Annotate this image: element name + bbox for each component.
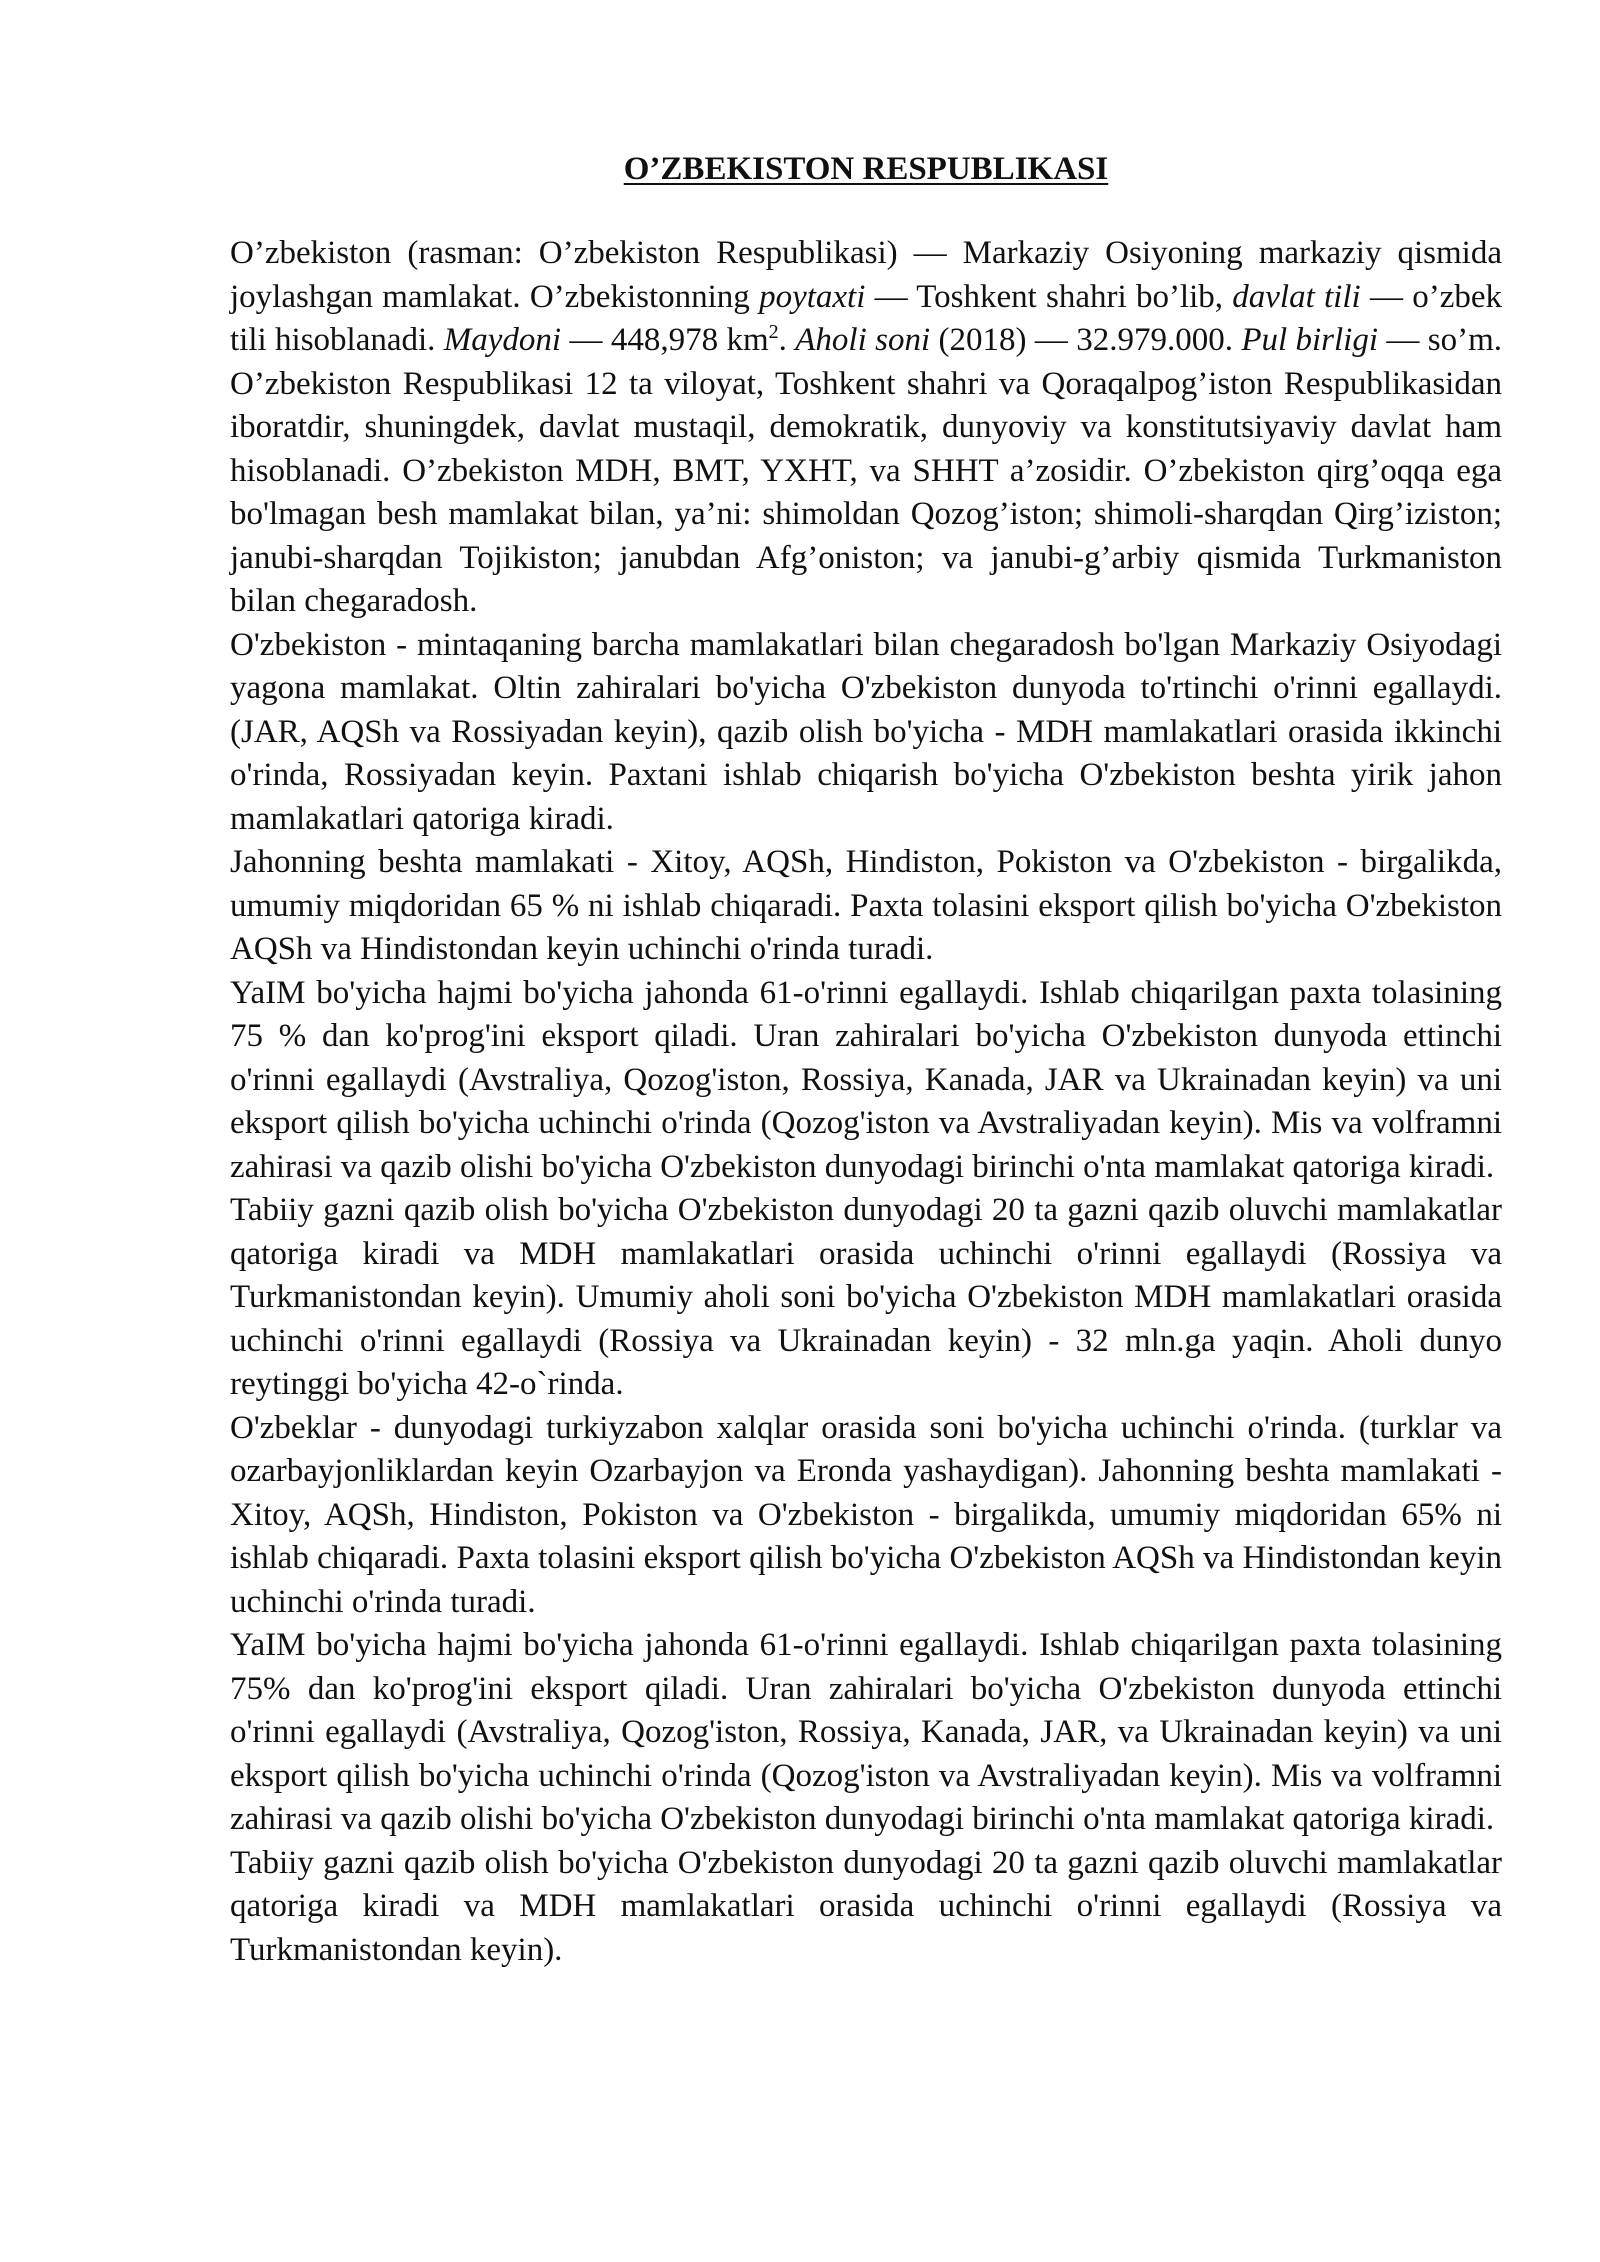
intro-text-3: — o’zbek tili hisoblanadi. bbox=[230, 278, 1502, 358]
term-pul-birligi: Pul birligi bbox=[1241, 322, 1379, 358]
paragraph-uzbeks: O'zbeklar - dunyodagi turkiyzabon xalqlar orasida soni bo'yicha uchinchi o'rinda. (turklar va ozarbayjonliklardan keyin Ozarbayjon va Eronda yashaydigan). Jahonning beshta mamlakati - Xitoy, AQSh, Hindiston, Pokiston va O'zbekiston - birgalikda, umumiy miqdoridan 65% ni ishlab chiqaradi. Paxta tolasini eksport qilish bo'yicha O'zbekiston AQSh va Hindistondan keyin uchinchi o'rinda turadi. bbox=[230, 1409, 1502, 1620]
intro-text-4: — 448,978 km bbox=[561, 322, 769, 358]
paragraph-gas: Tabiiy gazni qazib olish bo'yicha O'zbekiston dunyodagi 20 ta gazni qazib oluvchi mamlakatlar qatoriga kiradi va MDH mamlakatlari orasida uchinchi o'rinni egallaydi (Rossiya va Turkmanistondan keyin). Umumiy aholi soni bo'yicha O'zbekiston MDH mamlakatlari orasida uchinchi o'rinni egallaydi (Rossiya va Ukrainadan keyin) - 32 mln.ga yaqin. Aholi dunyo reytinggi bo'yicha 42-o`rinda. bbox=[230, 1192, 1502, 1402]
paragraph-gdp-repeat: YaIM bo'yicha hajmi bo'yicha jahonda 61-o'rinni egallaydi. Ishlab chiqarilgan paxta tolasining 75% dan ko'prog'ini eksport qiladi. Uran zahiralari bo'yicha O'zbekiston dunyoda ettinchi o'rinni egallaydi (Avstraliya, Qozog'iston, Rossiya, Kanada, JAR, va Ukrainadan keyin) va uni eksport qilish bo'yicha uchinchi o'rinda (Qozog'iston va Avstraliyadan keyin). Mis va volframni zahirasi va qazib olishi bo'yicha O'zbekiston dunyodagi birinchi o'nta mamlakat qatoriga kiradi. bbox=[230, 1627, 1502, 1837]
term-poytaxti: poytaxti bbox=[759, 278, 866, 315]
term-maydoni: Maydoni bbox=[443, 322, 562, 358]
intro-text-2: — Toshkent shahri bo’lib, bbox=[865, 278, 1233, 315]
document-title: O’ZBEKISTON RESPUBLIKASI bbox=[623, 151, 1109, 187]
intro-paragraph bbox=[230, 232, 1502, 624]
paragraph-borders: O'zbekiston - mintaqaning barcha mamlakatlari bilan chegaradosh bo'lgan Markaziy Osiyodagi yagona mamlakat. Oltin zahiralari bo'yicha O'zbekiston dunyoda to'rtinchi o'rinni egallaydi. (JAR, AQSh va Rossiyadan keyin), qazib olish bo'yicha - MDH mamlakatlari orasida ikkinchi o'rinda, Rossiyadan keyin. Paxtani ishlab chiqarish bo'yicha O'zbekiston beshta yirik jahon mamlakatlari qatoriga kiradi. bbox=[230, 626, 1502, 837]
paragraph-cotton: Jahonning beshta mamlakati - Xitoy, AQSh, Hindiston, Pokiston va O'zbekiston - birgalikda, umumiy miqdoridan 65 % ni ishlab chiqaradi. Paxta tolasini eksport qilish bo'yicha O'zbekiston AQSh va Hindistondan keyin uchinchi o'rinda turadi. bbox=[230, 844, 1502, 967]
paragraph-gdp: YaIM bo'yicha hajmi bo'yicha jahonda 61-o'rinni egallaydi. Ishlab chiqarilgan paxta tolasining 75 % dan ko'prog'ini eksport qiladi. Uran zahiralari bo'yicha O'zbekiston dunyoda ettinchi o'rinni egallaydi (Avstraliya, Qozog'iston, Rossiya, Kanada, JAR va Ukrainadan keyin) va uni eksport qilish bo'yicha uchinchi o'rinda (Qozog'iston va Avstraliyadan keyin). Mis va volframni zahirasi va qazib olishi bo'yicha O'zbekiston dunyodagi birinchi o'nta mamlakat qatoriga kiradi. bbox=[230, 974, 1502, 1185]
area-superscript: 2 bbox=[768, 321, 779, 343]
paragraph-gas-repeat: Tabiiy gazni qazib olish bo'yicha O'zbekiston dunyodagi 20 ta gazni qazib oluvchi mamlakatlar qatoriga kiradi va MDH mamlakatlari orasida uchinchi o'rinni egallaydi (Rossiya va Turkmanistondan keyin). bbox=[230, 1844, 1502, 1968]
intro-text-6: (2018) — 32.979.000. bbox=[930, 322, 1242, 358]
intro-text-5: . bbox=[778, 322, 796, 358]
intro-text-1: O’zbekiston (rasman: O’zbekiston Respublikasi) — Markaziy Osiyoning markaziy qismida joylashgan mamlakat. O’zbekistonning bbox=[230, 235, 1502, 315]
term-aholi-soni: Aholi soni bbox=[795, 322, 931, 358]
intro-text-7: — so’m. O’zbekiston Respublikasi 12 ta viloyat, Toshkent shahri va Qoraqalpog’iston Respublikasidan iboratdir, shuningdek, davlat mustaqil, demokratik, dunyoviy va konstitutsiyaviy davlat ham hisoblanadi. O’zbekiston MDH, BMT, YXHT, va SHHT a’zosidir. O’zbekiston qirg’oqqa ega bo'lmagan besh mamlakat bilan, ya’ni: shimoldan Qozog’iston; shimoli-sharqdan Qirg’iziston; janubi-sharqdan Tojikiston; janubdan Afg’oniston; va janubi-g’arbiy qismida Turkmaniston bilan chegaradosh. bbox=[230, 322, 1503, 619]
term-davlat-tili: davlat tili bbox=[1232, 278, 1361, 315]
document-body bbox=[230, 148, 1502, 1972]
